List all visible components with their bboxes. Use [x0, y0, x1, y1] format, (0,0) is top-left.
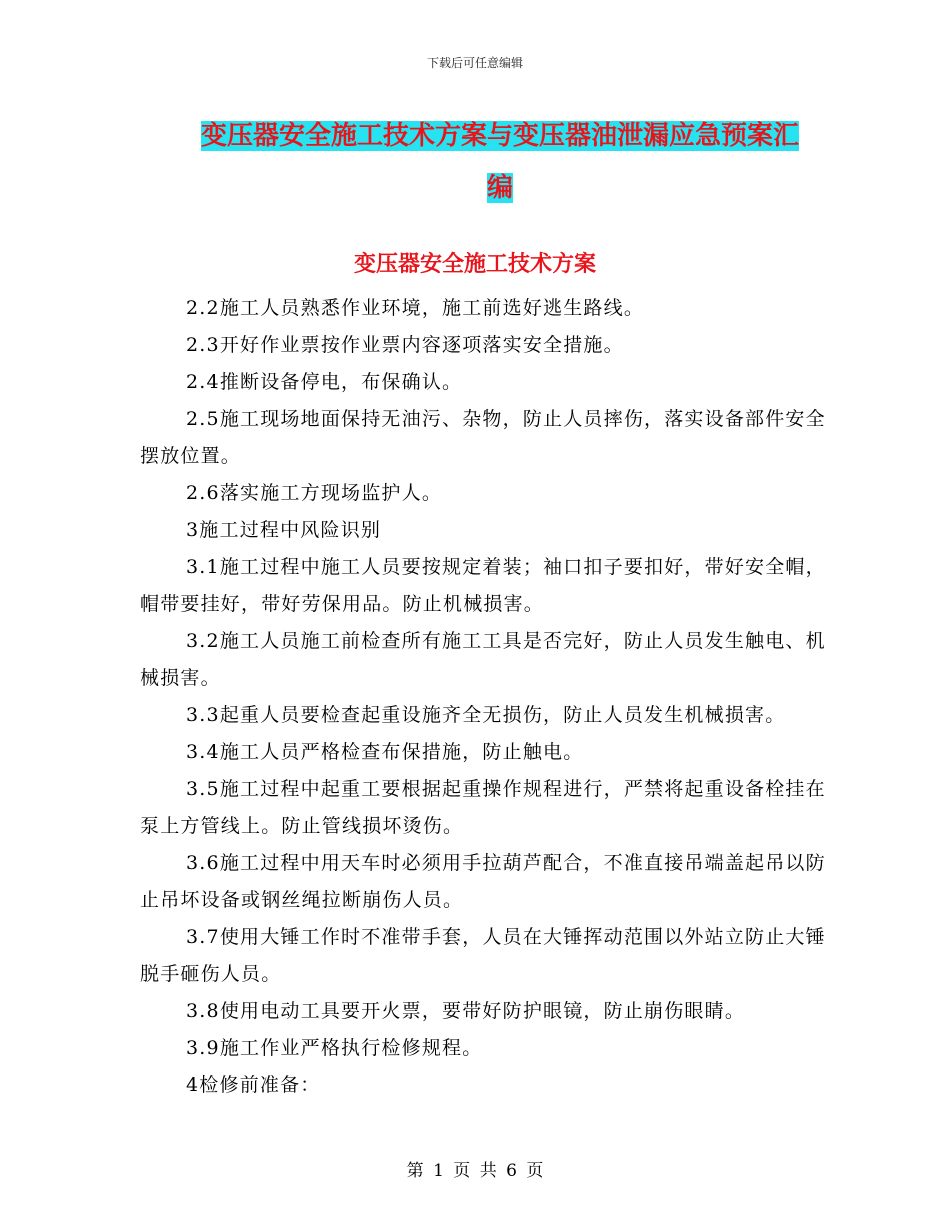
paragraph: 3.6施工过程中用天车时必须用手拉葫芦配合，不准直接吊端盖起吊以防止吊坏设备或钢丝绳拉断崩伤人员。 — [140, 852, 826, 911]
document-title — [190, 110, 810, 214]
paragraph: 3.2施工人员施工前检查所有施工工具是否完好，防止人员发生触电、机械损害。 — [140, 630, 826, 689]
document-body — [140, 290, 840, 1104]
paragraph: 2.3开好作业票按作业票内容逐项落实安全措施。 — [186, 334, 624, 356]
paragraph: 3.9施工作业严格执行检修规程。 — [186, 1037, 483, 1059]
paragraph: 3施工过程中风险识别 — [186, 519, 382, 541]
document-title-line-2: 编 — [486, 173, 513, 203]
document-title-line-1: 变压器安全施工技术方案与变压器油泄漏应急预案汇 — [200, 121, 799, 151]
paragraph: 2.2施工人员熟悉作业环境，施工前选好逃生路线。 — [186, 297, 645, 319]
header-note: 下载后可任意编辑 — [426, 56, 523, 70]
section-title: 变压器安全施工技术方案 — [353, 251, 596, 277]
paragraph: 2.6落实施工方现场监护人。 — [186, 482, 443, 504]
paragraph: 3.8使用电动工具要开火票，要带好防护眼镜，防止崩伤眼睛。 — [186, 1000, 746, 1022]
page-number-footer: 第 1 页 共 6 页 — [406, 1161, 544, 1181]
paragraph: 4检修前准备： — [186, 1074, 321, 1096]
paragraph: 3.4施工人员严格检查布保措施，防止触电。 — [186, 741, 584, 763]
paragraph: 3.3起重人员要检查起重设施齐全无损伤，防止人员发生机械损害。 — [186, 704, 786, 726]
paragraph: 2.5施工现场地面保持无油污、杂物，防止人员摔伤，落实设备部件安全摆放位置。 — [140, 408, 826, 467]
paragraph: 3.7使用大锤工作时不准带手套，人员在大锤挥动范围以外站立防止大锤脱手砸伤人员。 — [140, 926, 826, 985]
paragraph: 2.4推断设备停电，布保确认。 — [186, 371, 463, 393]
paragraph: 3.1施工过程中施工人员要按规定着装；袖口扣子要扣好，带好安全帽，帽带要挂好，带好劳保用品。防止机械损害。 — [140, 556, 826, 615]
paragraph: 3.5施工过程中起重工要根据起重操作规程进行，严禁将起重设备栓挂在泵上方管线上。防止管线损坏烫伤。 — [140, 778, 826, 837]
